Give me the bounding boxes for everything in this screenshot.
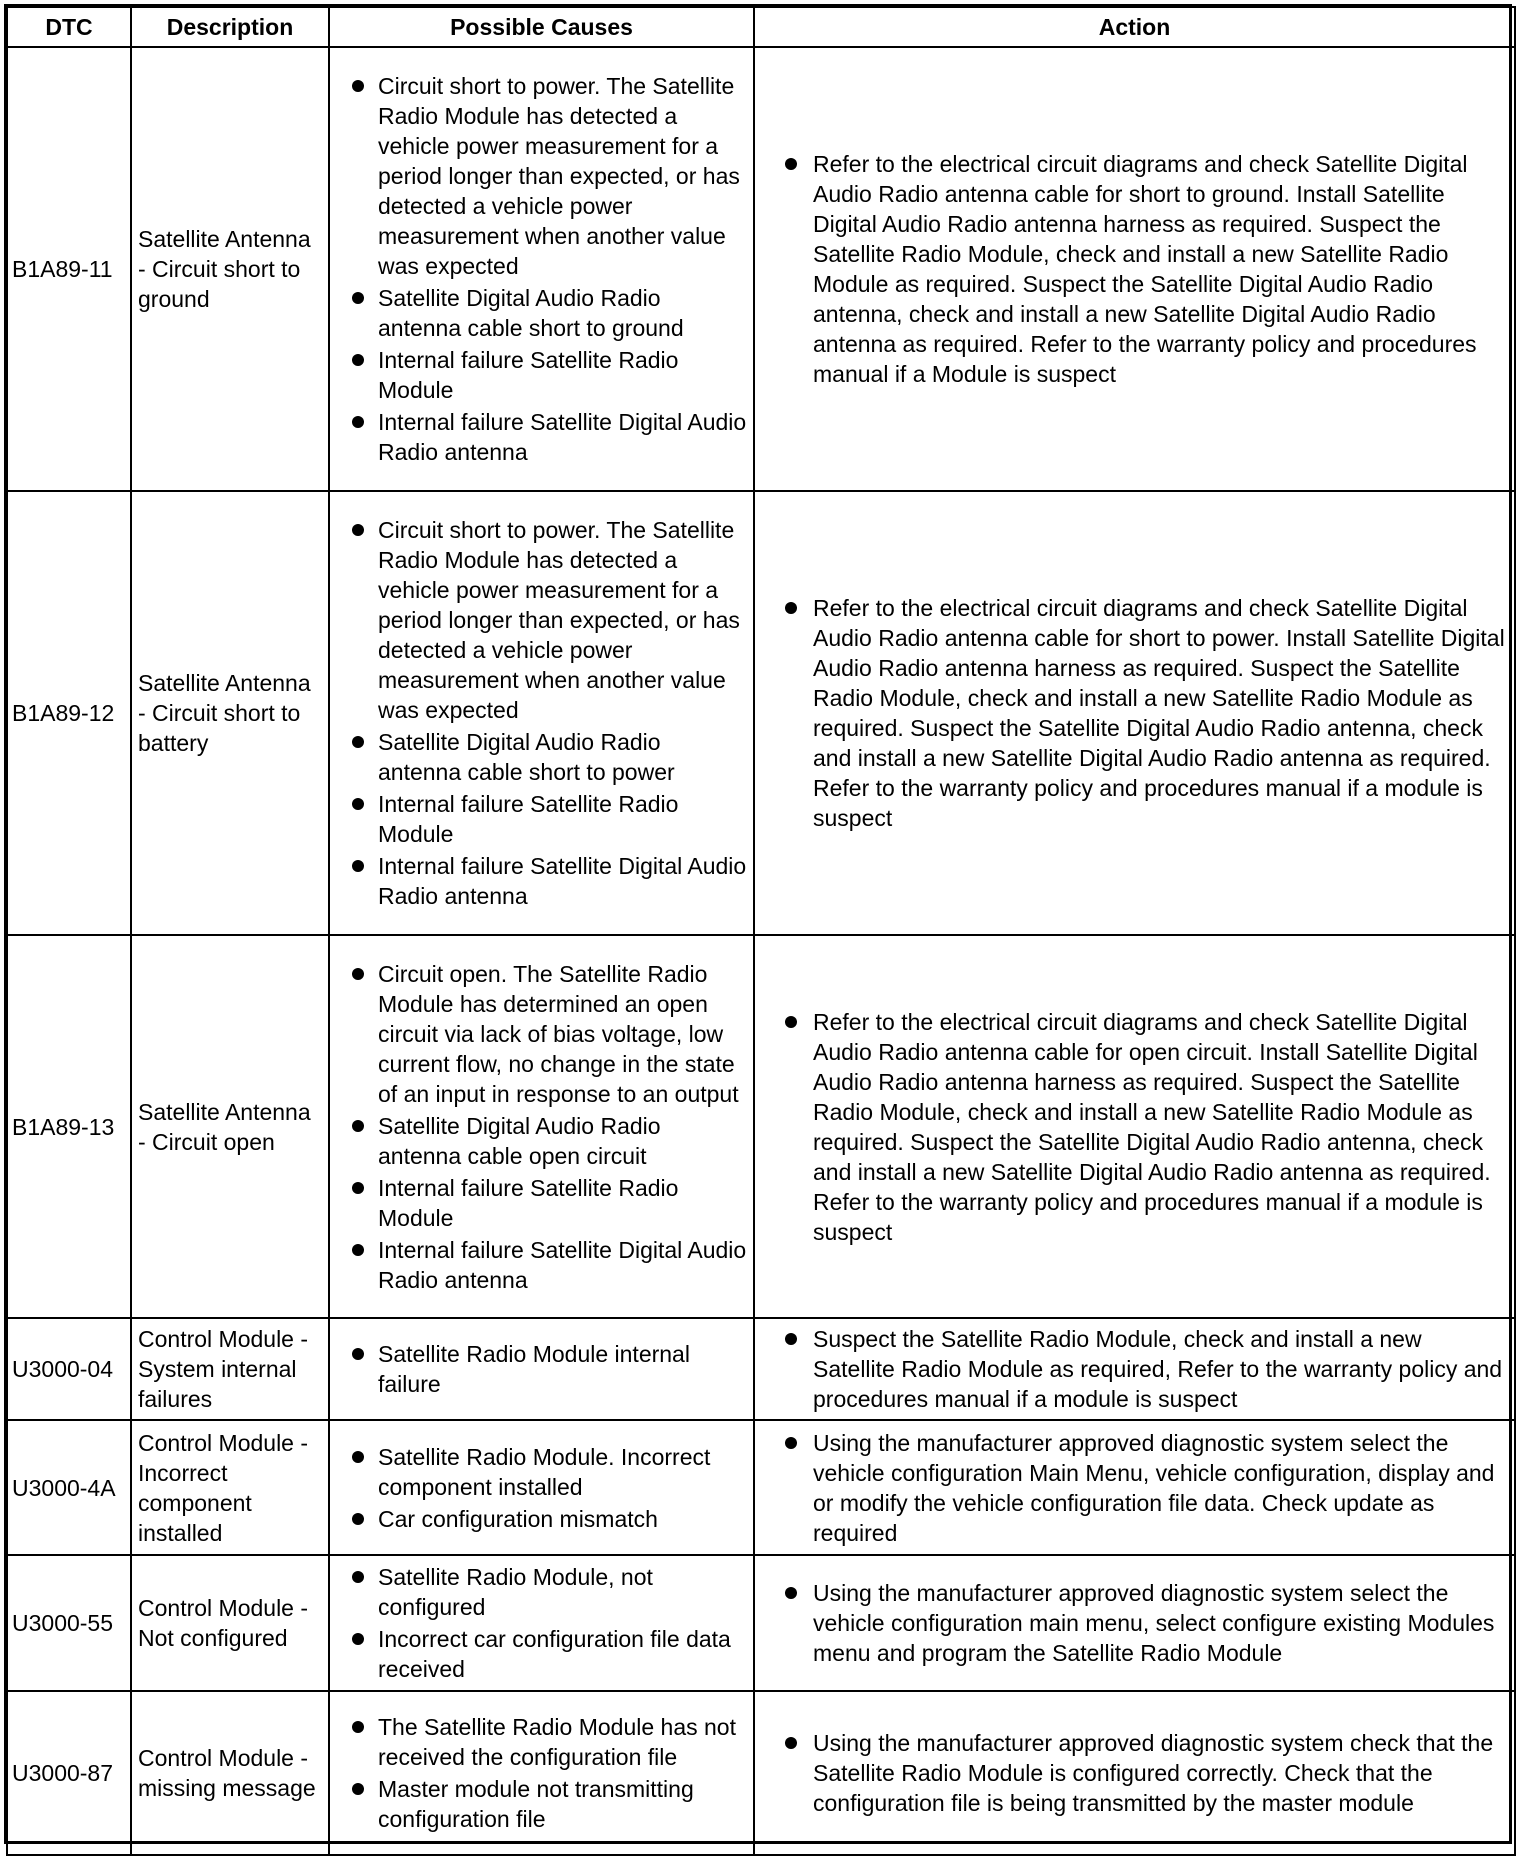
dtc-table: [6, 6, 1516, 1856]
causes-list: [336, 1339, 747, 1399]
causes-list: [336, 959, 747, 1295]
causes-list: [336, 71, 747, 467]
cause-item: Master module not transmitting configuration file: [336, 1774, 747, 1834]
action-cell: [754, 491, 1515, 935]
action-cell: [754, 1555, 1515, 1691]
action-list: [761, 593, 1508, 833]
action-cell: [754, 1318, 1515, 1420]
possible-causes-cell: [329, 47, 754, 491]
header-description: Description: [131, 7, 329, 47]
table-row: [7, 1420, 1515, 1555]
action-cell: [754, 1691, 1515, 1855]
cause-item: Satellite Digital Audio Radio antenna cable short to power: [336, 727, 747, 787]
cause-item: Internal failure Satellite Radio Module: [336, 345, 747, 405]
action-item: Using the manufacturer approved diagnostic system select the vehicle configuration main menu, select configure existing Modules menu and program the Satellite Radio Module: [761, 1578, 1508, 1668]
table-row: [7, 1555, 1515, 1691]
possible-causes-cell: [329, 1555, 754, 1691]
header-action: Action: [754, 7, 1515, 47]
cause-item: Satellite Digital Audio Radio antenna cable open circuit: [336, 1111, 747, 1171]
dtc-description: Satellite Antenna - Circuit short to ground: [131, 47, 329, 491]
action-list: [761, 1428, 1508, 1548]
possible-causes-cell: [329, 1691, 754, 1855]
dtc-code: B1A89-11: [7, 47, 131, 491]
dtc-code: U3000-55: [7, 1555, 131, 1691]
action-item: Refer to the electrical circuit diagrams and check Satellite Digital Audio Radio antenna cable for short to ground. Install Satellite Digital Audio Radio antenna harness as required. Suspect the Satellite Radio Module, check and install a new Satellite Radio Module as required. Suspect the Satellite Digital Audio Radio antenna, check and install a new Satellite Digital Audio Radio antenna as required. Refer to the warranty policy and procedures manual if a Module is suspect: [761, 149, 1508, 389]
action-item: Refer to the electrical circuit diagrams and check Satellite Digital Audio Radio antenna cable for short to power. Install Satellite Digital Audio Radio antenna harness as required. Suspect the Satellite Radio Module, check and install a new Satellite Radio Module as required. Suspect the Satellite Digital Audio Radio antenna, check and install a new Satellite Digital Audio Radio antenna as required. Refer to the warranty policy and procedures manual if a module is suspect: [761, 593, 1508, 833]
cause-item: Satellite Radio Module, not configured: [336, 1562, 747, 1622]
dtc-description: Satellite Antenna - Circuit open: [131, 935, 329, 1318]
cause-item: Internal failure Satellite Radio Module: [336, 1173, 747, 1233]
action-list: [761, 149, 1508, 389]
dtc-description: Control Module - System internal failures: [131, 1318, 329, 1420]
action-cell: [754, 935, 1515, 1318]
dtc-description: Control Module - missing message: [131, 1691, 329, 1855]
cause-item: Circuit short to power. The Satellite Radio Module has detected a vehicle power measurement for a period longer than expected, or has detected a vehicle power measurement when another value was expected: [336, 71, 747, 281]
header-dtc: DTC: [7, 7, 131, 47]
cause-item: Satellite Radio Module. Incorrect component installed: [336, 1442, 747, 1502]
action-item: Suspect the Satellite Radio Module, check and install a new Satellite Radio Module as required, Refer to the warranty policy and procedures manual if a module is suspect: [761, 1324, 1508, 1414]
dtc-description: Control Module - Incorrect component installed: [131, 1420, 329, 1555]
action-list: [761, 1324, 1508, 1414]
cause-item: Internal failure Satellite Digital Audio Radio antenna: [336, 851, 747, 911]
cause-item: Internal failure Satellite Digital Audio Radio antenna: [336, 407, 747, 467]
cause-item: Satellite Radio Module internal failure: [336, 1339, 747, 1399]
cause-item: Internal failure Satellite Digital Audio Radio antenna: [336, 1235, 747, 1295]
action-cell: [754, 1420, 1515, 1555]
cause-item: Circuit short to power. The Satellite Radio Module has detected a vehicle power measurement for a period longer than expected, or has detected a vehicle power measurement when another value was expected: [336, 515, 747, 725]
action-list: [761, 1007, 1508, 1247]
table-row: [7, 491, 1515, 935]
dtc-code: U3000-87: [7, 1691, 131, 1855]
possible-causes-cell: [329, 935, 754, 1318]
cause-item: Car configuration mismatch: [336, 1504, 747, 1534]
table-row: [7, 47, 1515, 491]
header-possible-causes: Possible Causes: [329, 7, 754, 47]
action-item: Using the manufacturer approved diagnostic system check that the Satellite Radio Module is configured correctly. Check that the configuration file is being transmitted by the master module: [761, 1728, 1508, 1818]
causes-list: [336, 1562, 747, 1684]
dtc-code: B1A89-12: [7, 491, 131, 935]
dtc-code: B1A89-13: [7, 935, 131, 1318]
action-cell: [754, 47, 1515, 491]
dtc-code: U3000-4A: [7, 1420, 131, 1555]
dtc-code: U3000-04: [7, 1318, 131, 1420]
dtc-description: Control Module - Not configured: [131, 1555, 329, 1691]
table-row: [7, 1691, 1515, 1855]
header-row: [7, 7, 1515, 47]
table-row: [7, 1318, 1515, 1420]
action-list: [761, 1578, 1508, 1668]
possible-causes-cell: [329, 1420, 754, 1555]
action-item: Refer to the electrical circuit diagrams and check Satellite Digital Audio Radio antenna cable for open circuit. Install Satellite Digital Audio Radio antenna harness as required. Suspect the Satellite Radio Module, check and install a new Satellite Radio Module as required. Suspect the Satellite Digital Audio Radio antenna, check and install a new Satellite Digital Audio Radio antenna as required. Refer to the warranty policy and procedures manual if a module is suspect: [761, 1007, 1508, 1247]
dtc-description: Satellite Antenna - Circuit short to battery: [131, 491, 329, 935]
action-list: [761, 1728, 1508, 1818]
table-row: [7, 935, 1515, 1318]
causes-list: [336, 1712, 747, 1834]
possible-causes-cell: [329, 1318, 754, 1420]
cause-item: Internal failure Satellite Radio Module: [336, 789, 747, 849]
action-item: Using the manufacturer approved diagnostic system select the vehicle configuration Main Menu, vehicle configuration, display and or modify the vehicle configuration file data. Check update as required: [761, 1428, 1508, 1548]
cause-item: Circuit open. The Satellite Radio Module has determined an open circuit via lack of bias voltage, low current flow, no change in the state of an input in response to an output: [336, 959, 747, 1109]
causes-list: [336, 1442, 747, 1534]
cause-item: The Satellite Radio Module has not received the configuration file: [336, 1712, 747, 1772]
table-body: [7, 47, 1515, 1855]
cause-item: Incorrect car configuration file data received: [336, 1624, 747, 1684]
causes-list: [336, 515, 747, 911]
cause-item: Satellite Digital Audio Radio antenna cable short to ground: [336, 283, 747, 343]
possible-causes-cell: [329, 491, 754, 935]
